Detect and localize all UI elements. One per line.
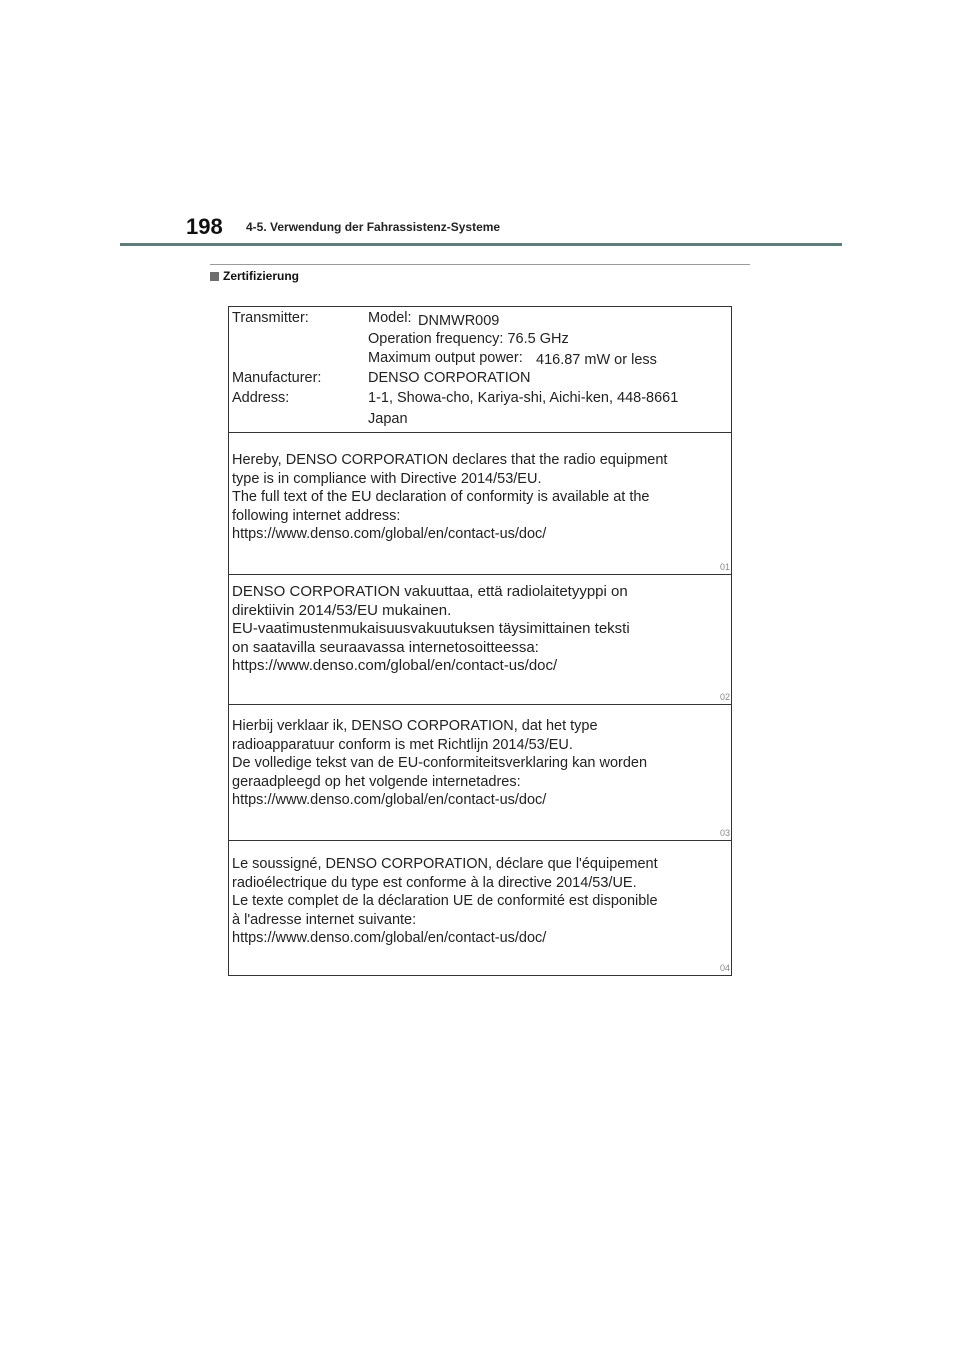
- page-number: 198: [186, 214, 223, 239]
- square-bullet-icon: [210, 272, 219, 281]
- declaration-line: following internet address:: [232, 507, 401, 524]
- declaration-line: radioélectrique du type est conforme à la directive 2014/53/UE.: [232, 874, 637, 891]
- declaration-code: 02: [719, 692, 730, 702]
- declaration-line: direktiivin 2014/53/EU mukainen.: [232, 601, 452, 619]
- declaration-line: https://www.denso.com/global/en/contact-us/doc/: [232, 657, 558, 675]
- declaration-cell-en: [229, 433, 731, 575]
- declaration-line: Le soussigné, DENSO CORPORATION, déclare que l'équipement: [232, 856, 658, 872]
- declaration-code: 04: [719, 963, 730, 973]
- declaration-line: Hierbij verklaar ik, DENSO CORPORATION, dat het type: [232, 718, 598, 734]
- model-label: Model:: [368, 310, 412, 326]
- address-label: Address:: [232, 390, 290, 406]
- section-title: 4-5. Verwendung der Fahrassistenz-Systeme: [246, 220, 501, 234]
- declaration-line: De volledige tekst van de EU-conformiteitsverklaring kan worden: [232, 755, 648, 772]
- header-divider: [120, 243, 842, 246]
- declaration-text: [232, 583, 722, 676]
- declaration-line: https://www.denso.com/global/en/contact-us/doc/: [232, 792, 547, 809]
- declaration-line: geraadpleegd op het volgende internetadres:: [232, 773, 521, 790]
- declaration-code: 01: [719, 562, 730, 572]
- model-value: DNMWR009: [418, 313, 500, 329]
- power-value: 416.87 mW or less: [536, 352, 657, 368]
- declaration-cell-nl: [229, 705, 731, 841]
- declaration-code: 03: [719, 828, 730, 838]
- manufacturer-label: Manufacturer:: [232, 370, 322, 386]
- certification-box: [228, 306, 732, 976]
- subheading-label: Zertifizierung: [223, 269, 300, 283]
- declaration-line: Hereby, DENSO CORPORATION declares that the radio equipment: [232, 452, 668, 468]
- declaration-line: EU-vaatimustenmukaisuusvakuutuksen täysimittainen teksti: [232, 620, 630, 638]
- declaration-line: type is in compliance with Directive 2014/53/EU.: [232, 470, 542, 487]
- declaration-line: radioapparatuur conform is met Richtlijn 2014/53/EU.: [232, 736, 573, 753]
- frequency-value: Operation frequency: 76.5 GHz: [368, 331, 569, 347]
- subheading: [210, 269, 299, 283]
- declaration-line: The full text of the EU declaration of conformity is available at the: [232, 489, 650, 506]
- declaration-line: https://www.denso.com/global/en/contact-us/doc/: [232, 930, 547, 947]
- transmitter-label: Transmitter:: [232, 310, 309, 326]
- power-label: Maximum output power:: [368, 350, 523, 366]
- declaration-text: [232, 451, 722, 544]
- declaration-line: DENSO CORPORATION vakuuttaa, että radiolaitetyyppi on: [232, 583, 628, 600]
- address-line-1: 1-1, Showa-cho, Kariya-shi, Aichi-ken, 448-8661: [368, 390, 679, 406]
- declaration-text: [232, 855, 722, 948]
- declaration-cell-fr: [229, 841, 731, 975]
- declaration-line: Le texte complet de la déclaration UE de conformité est disponible: [232, 893, 658, 910]
- manufacturer-value: DENSO CORPORATION: [368, 370, 531, 386]
- declaration-line: à l'adresse internet suivante:: [232, 911, 417, 928]
- address-line-2: Japan: [368, 411, 408, 427]
- spec-cell: [229, 307, 731, 433]
- declaration-cell-fi: [229, 575, 731, 705]
- subheading-divider: [210, 264, 750, 265]
- declaration-line: on saatavilla seuraavassa internetosoitteessa:: [232, 638, 539, 656]
- declaration-text: [232, 717, 722, 810]
- declaration-line: https://www.denso.com/global/en/contact-us/doc/: [232, 526, 547, 543]
